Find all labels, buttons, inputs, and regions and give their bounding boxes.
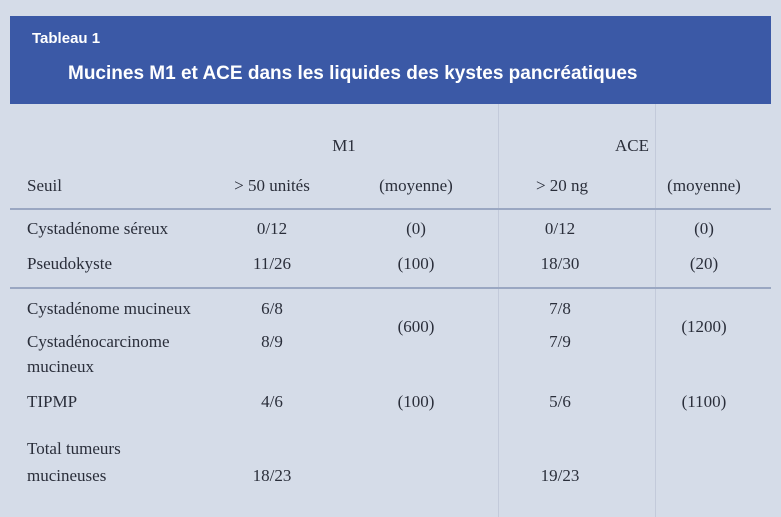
row-label-line2: mucineuses xyxy=(27,466,107,485)
row-label-line2: mucineux xyxy=(27,357,95,376)
table-cell: 19/23 xyxy=(540,466,580,485)
group-header-m1: M1 xyxy=(332,136,356,155)
table-cell: (20) xyxy=(689,254,719,273)
table-cell: 7/8 xyxy=(549,299,571,318)
row-label-line1: Total tumeurs xyxy=(27,439,121,458)
group-header-ace: ACE xyxy=(615,136,649,155)
table-cell: 18/23 xyxy=(252,466,292,485)
row-label: Cystadénome mucineux xyxy=(27,299,191,318)
table-cell: 6/8 xyxy=(261,299,283,318)
column-header-seuil: Seuil xyxy=(27,176,62,195)
table-cell: 7/9 xyxy=(549,332,571,351)
table-cell: (1100) xyxy=(681,392,727,411)
row-label: Pseudokyste xyxy=(27,254,112,273)
table-cell: (100) xyxy=(397,254,435,273)
merged-mean-ace: (1200) xyxy=(681,317,727,336)
section-divider xyxy=(10,287,771,289)
column-header-ace-threshold: > 20 ng xyxy=(535,176,589,195)
table-cell: 18/30 xyxy=(540,254,580,273)
table-cell: 4/6 xyxy=(261,392,283,411)
column-separator xyxy=(498,104,499,517)
table-cell: 8/9 xyxy=(261,332,283,351)
table-cell: (0) xyxy=(694,219,714,238)
table-header-banner xyxy=(10,16,771,104)
table-cell: 0/12 xyxy=(256,219,288,238)
table-cell: (100) xyxy=(397,392,435,411)
merged-mean-m1: (600) xyxy=(397,317,435,336)
table-cell: 11/26 xyxy=(252,254,292,273)
table-number: Tableau 1 xyxy=(32,30,101,47)
row-label: TIPMP xyxy=(27,392,78,411)
row-label-line1: Cystadénocarcinome xyxy=(27,332,170,351)
table-cell: 5/6 xyxy=(549,392,571,411)
header-divider xyxy=(10,208,771,210)
column-header-ace-mean: (moyenne) xyxy=(667,176,741,195)
row-label: Cystadénome séreux xyxy=(27,219,169,238)
table-cell: 0/12 xyxy=(544,219,576,238)
table-cell: (0) xyxy=(406,219,426,238)
column-header-m1-threshold: > 50 unités xyxy=(234,176,310,195)
table-title: Mucines M1 et ACE dans les liquides des kystes pancréatiques xyxy=(68,63,638,84)
column-separator xyxy=(655,104,656,517)
column-header-m1-mean: (moyenne) xyxy=(379,176,453,195)
